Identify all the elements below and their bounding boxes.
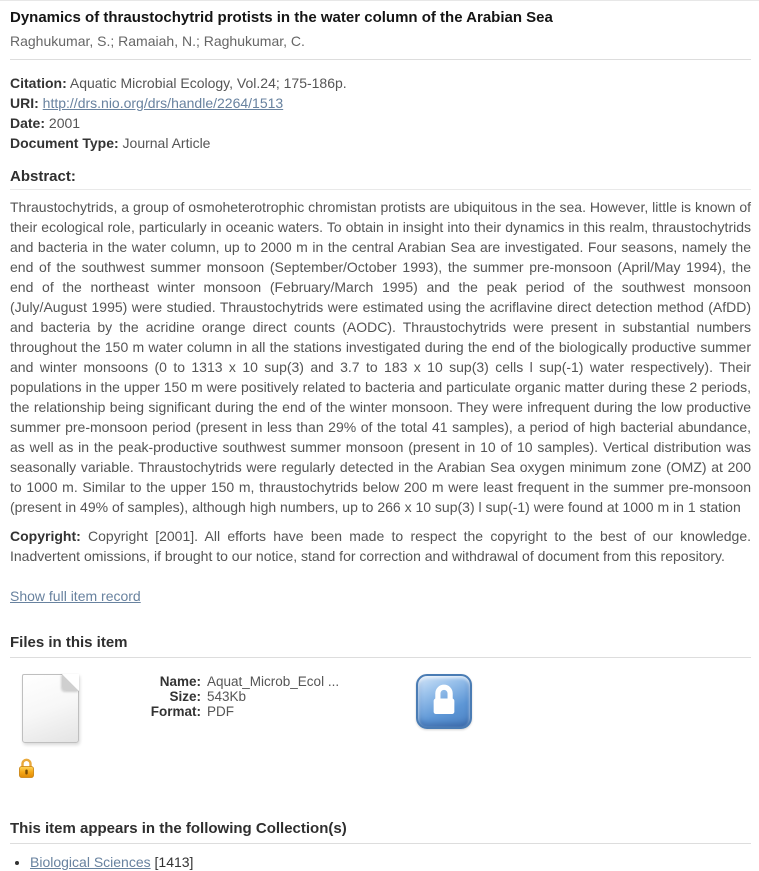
metadata-row-citation (10, 73, 751, 93)
date-label: Date: (10, 115, 46, 131)
citation-value: Aquatic Microbial Ecology, Vol.24; 175-186p. (69, 75, 347, 91)
collections-heading: This item appears in the following Collection(s) (10, 820, 347, 837)
white-padlock-icon (428, 681, 460, 722)
file-size-label: Size: (169, 689, 201, 704)
doctype-value: Journal Article (122, 135, 211, 151)
content-area (0, 1, 759, 871)
file-name-value: Aquat_Microb_Ecol ... (207, 674, 340, 689)
metadata-block (10, 73, 751, 153)
file-format-label: Format: (150, 704, 201, 719)
citation-label: Citation: (10, 75, 67, 91)
uri-label: URI: (10, 95, 39, 111)
abstract-heading: Abstract: (10, 168, 76, 185)
copyright-text: Copyright [2001]. All efforts have been made to respect the copyright to the best of our knowledge. Inadvertent omissions, if brought to our notice, stand for correction and withdrawal of document from this repository. (10, 528, 752, 564)
copyright-label: Copyright: (10, 528, 81, 544)
file-metadata (143, 674, 339, 719)
metadata-row-uri (10, 93, 751, 113)
metadata-row-doctype (10, 133, 751, 153)
header-divider (10, 59, 751, 60)
doctype-label: Document Type: (10, 135, 119, 151)
files-heading: Files in this item (10, 634, 128, 651)
collection-list-item (30, 853, 751, 871)
file-size-value: 543Kb (207, 689, 247, 704)
authors-line: Raghukumar, S.; Ramaiah, N.; Raghukumar, C. (10, 33, 305, 49)
copyright-paragraph (10, 526, 751, 566)
show-full-record-link[interactable]: Show full item record (10, 588, 141, 604)
uri-link[interactable]: http://drs.nio.org/drs/handle/2264/1513 (42, 95, 284, 111)
blue-lock-button[interactable] (416, 674, 472, 729)
metadata-row-date (10, 113, 751, 133)
collections-divider (10, 843, 751, 844)
abstract-text: Thraustochytrids, a group of osmoheterotrophic chromistan protists are ubiquitous in the sea. However, little is known of their ecological role, particularly in oceanic waters. To obtain in insight into their dynamics in this realm, thraustochytrids and bacteria in the water column, up to 2000 m in the central Arabian Sea are investigated. Four seasons, namely the end of the southwest summer monsoon (September/October 1993), the summer pre-monsoon (April/May 1994), the end of the northeast winter monsoon (February/March 1995) and the peak period of the southwest monsoon (July/August 1995) were studied. Thraustochytrids were estimated using the acriflavine direct detection method (AfDD) and bacteria by the acridine orange direct counts (AODC). Thraustochytrids were present in substantial numbers throughout the 150 m water column in all the stations investigated during the end of the biologically productive summer and winter monsoons (0 to 1313 x 10 sup(3) and 3.7 to 183 x 10 sup(3) cells l sup(-1) water respectively). Their populations in the upper 150 m were positively related to bacteria and particulate organic matter during these 2 periods, the relationship being significant during the end of the winter monsoon. They were infrequent during the low productive summer pre-monsoon period (present in less than 29% of the total 41 samples), a period of high bacterial abundance, as well as in the peak-productive southwest summer monsoon (present in 10 of 10 samples). Vertical distribution was seasonally variable. Thraustochytrids were regularly detected in the Arabian Sea oxygen minimum zone (OMZ) at 200 to 1000 m. Similar to the upper 150 m, thraustochytrids below 200 m were least frequent in the summer pre-monsoon (present in 49% of samples), although high numbers, up to 266 x 10 sup(3) l sup(-1) were found at 1000 m in 1 station (10, 199, 751, 515)
collection-count: [1413] (154, 854, 194, 870)
collections-list (30, 853, 751, 871)
date-value: 2001 (48, 115, 81, 131)
blank-file-icon[interactable] (22, 674, 79, 743)
abstract-divider (10, 189, 751, 190)
file-name-label: Name: (159, 674, 201, 689)
file-row (10, 672, 751, 792)
file-format-value: PDF (207, 704, 234, 719)
collection-link[interactable]: Biological Sciences (30, 854, 151, 870)
files-divider (10, 657, 751, 658)
orange-padlock-icon (18, 758, 35, 779)
page-title: Dynamics of thraustochytrid protists in the water column of the Arabian Sea (10, 9, 553, 26)
